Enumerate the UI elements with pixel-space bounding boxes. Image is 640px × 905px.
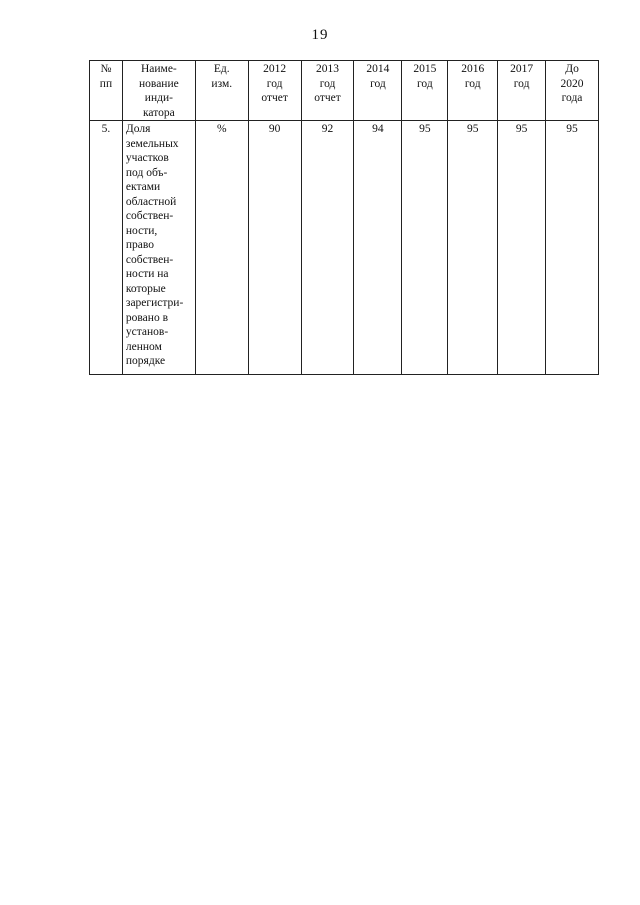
header-year-2017: 2017 год bbox=[498, 61, 546, 121]
header-number: № пп bbox=[90, 61, 123, 121]
value-cell-2013: 92 bbox=[301, 121, 354, 375]
indicator-name-cell: Доля земельных участков под объ- ектами областной собствен- ности, право собствен- ности на которые зарегистри- ровано в установ- ленном порядке bbox=[122, 121, 195, 375]
table-row bbox=[90, 121, 599, 375]
value-cell-2014: 94 bbox=[354, 121, 402, 375]
header-year-2012: 2012 год отчет bbox=[248, 61, 301, 121]
header-indicator-name: Наиме- нование инди- катора bbox=[122, 61, 195, 121]
unit-cell: % bbox=[195, 121, 248, 375]
header-until-2020: До 2020 года bbox=[546, 61, 599, 121]
page-number: 19 bbox=[311, 27, 329, 43]
value-cell-2020: 95 bbox=[546, 121, 599, 375]
value-cell-2015: 95 bbox=[402, 121, 448, 375]
value-cell-2016: 95 bbox=[448, 121, 498, 375]
value-cell-2017: 95 bbox=[498, 121, 546, 375]
header-year-2013: 2013 год отчет bbox=[301, 61, 354, 121]
value-cell-2012: 90 bbox=[248, 121, 301, 375]
header-year-2015: 2015 год bbox=[402, 61, 448, 121]
header-row bbox=[90, 61, 599, 121]
row-number-cell: 5. bbox=[90, 121, 123, 375]
indicator-table bbox=[89, 60, 599, 375]
header-year-2016: 2016 год bbox=[448, 61, 498, 121]
header-unit: Ед. изм. bbox=[195, 61, 248, 121]
header-year-2014: 2014 год bbox=[354, 61, 402, 121]
